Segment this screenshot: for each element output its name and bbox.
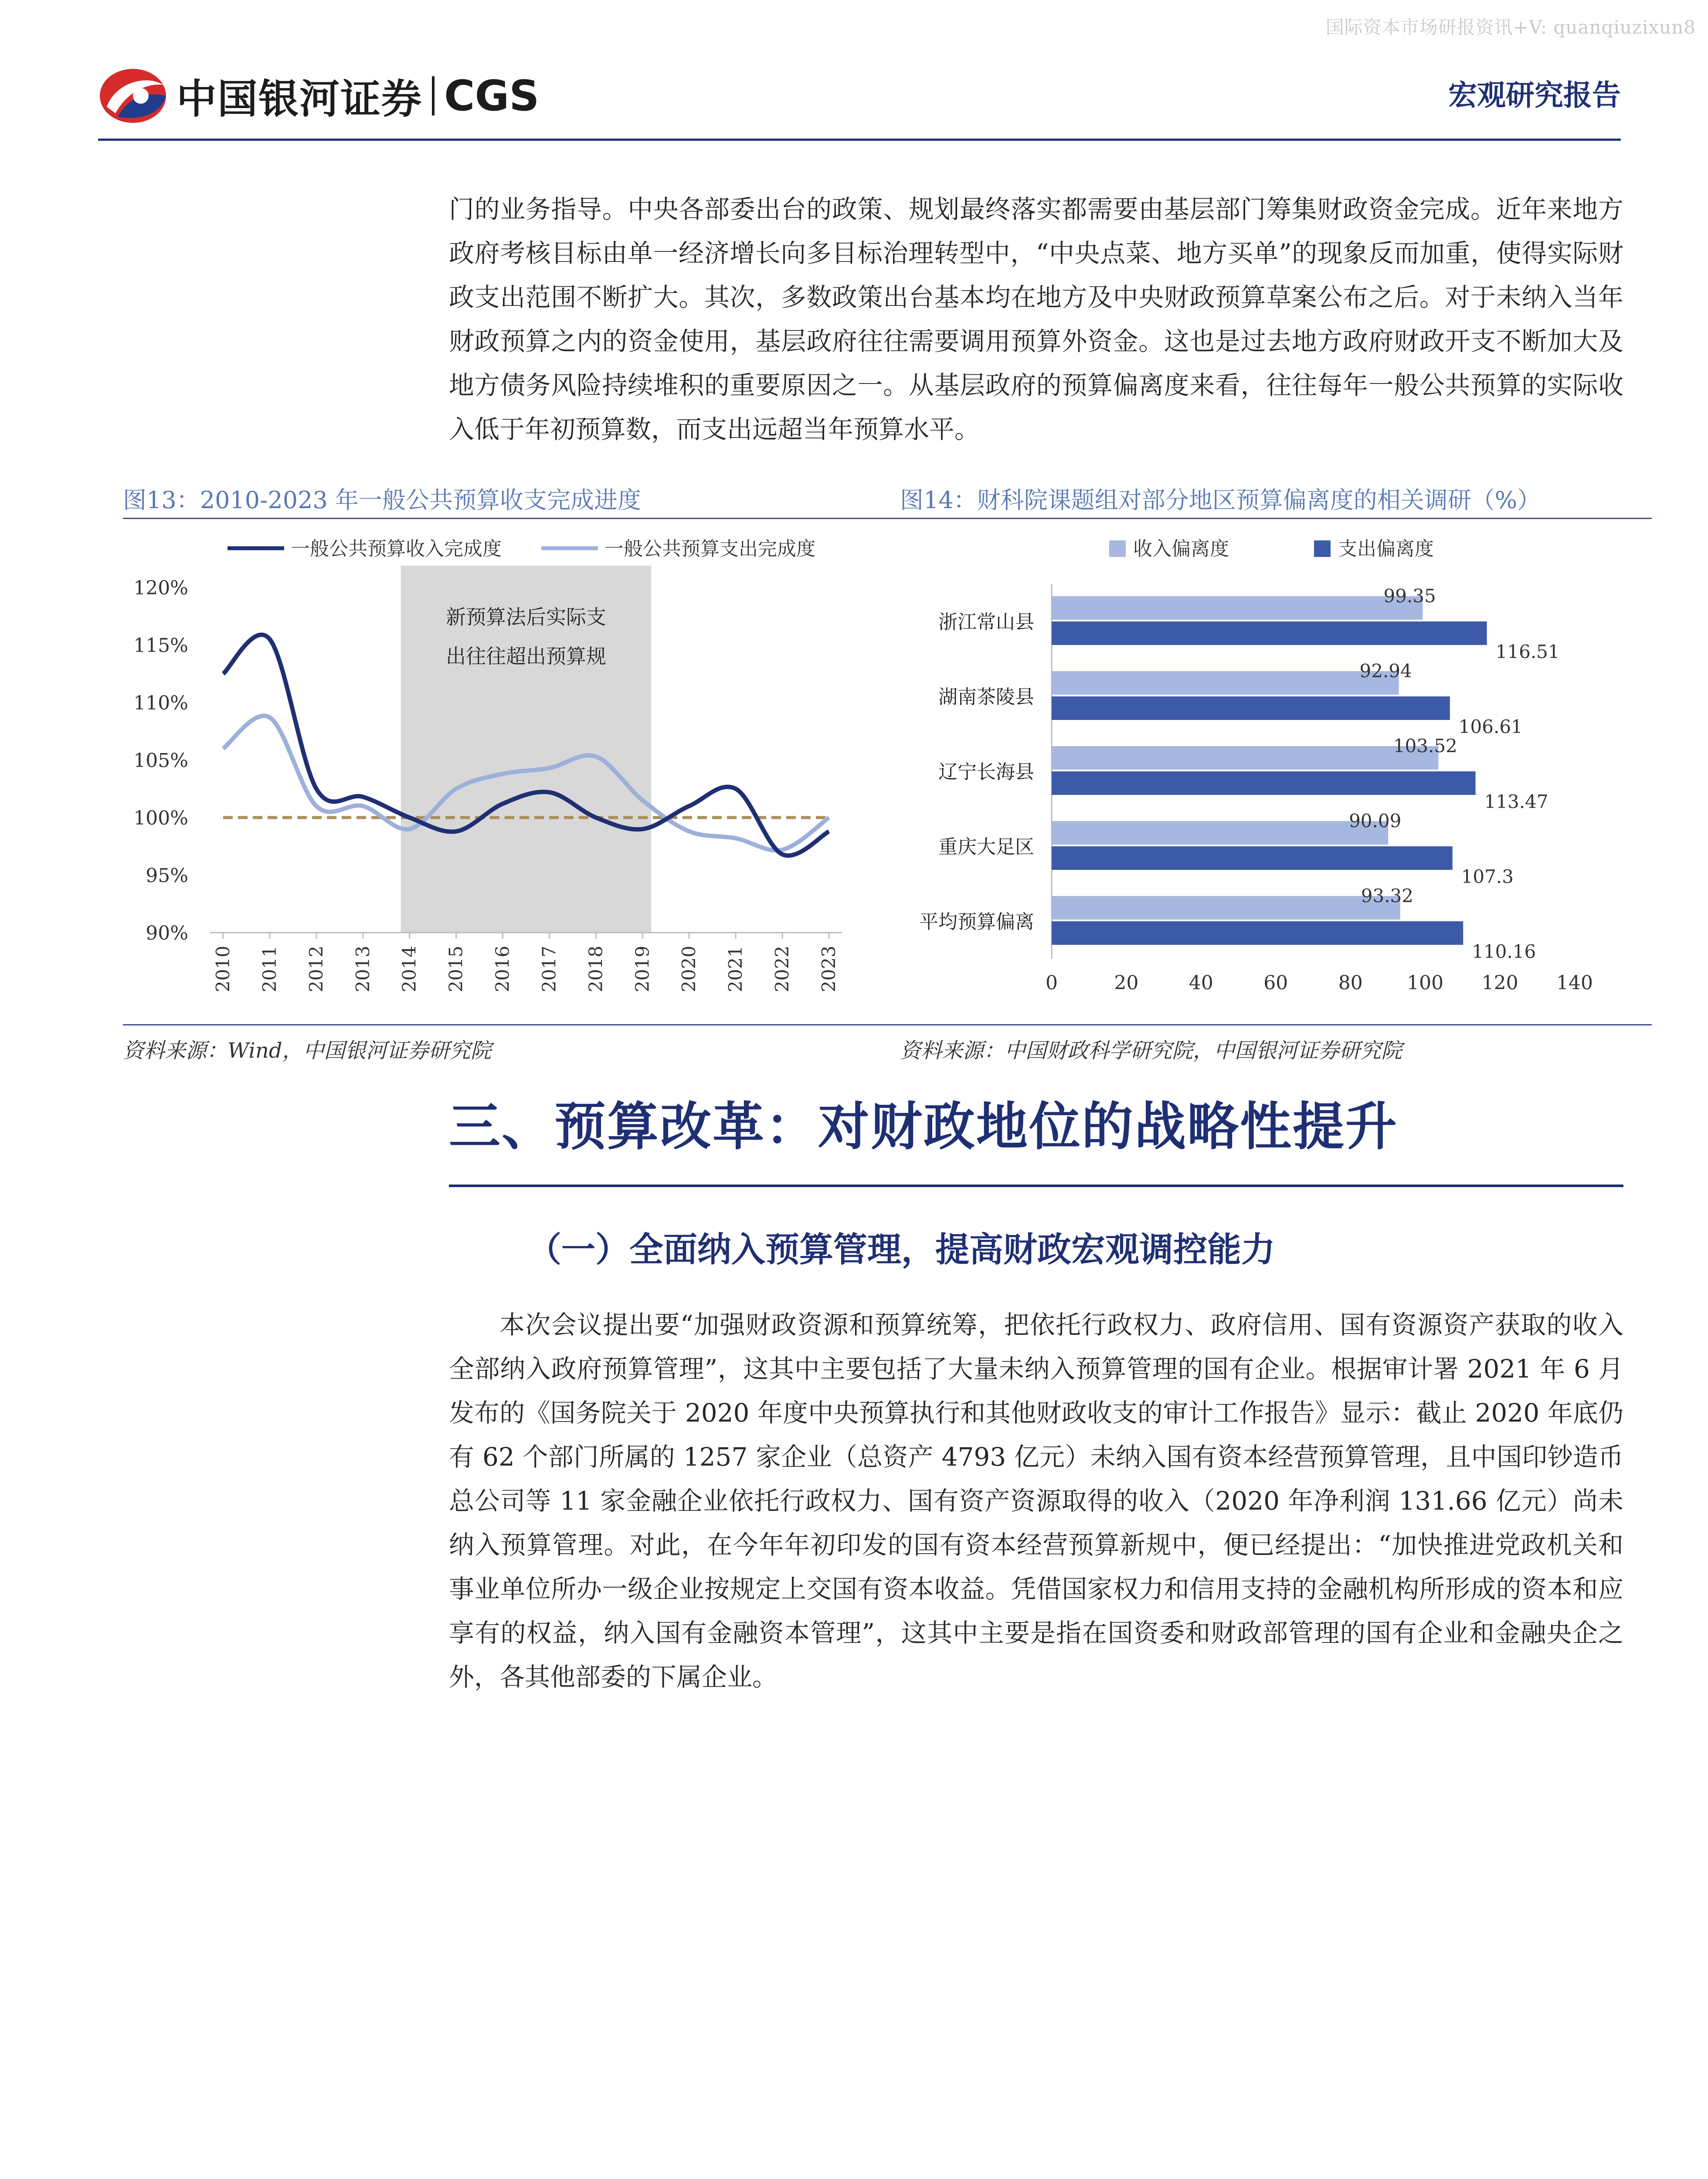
bar-value-label: 90.09	[1349, 810, 1402, 832]
legend-swatch-1	[1314, 540, 1331, 557]
y-tick-label: 95%	[146, 865, 188, 887]
logo-separator	[432, 76, 435, 115]
x-tick-label: 2015	[445, 946, 467, 992]
section-rule	[449, 1185, 1623, 1187]
bar-value-label: 103.52	[1393, 735, 1457, 757]
x-tick-label: 2010	[212, 946, 234, 992]
x-tick-label: 2023	[818, 946, 839, 992]
category-label: 湖南茶陵县	[938, 686, 1034, 708]
figure13-top-rule	[123, 518, 902, 519]
intro-paragraph-text: 门的业务指导。中央各部委出台的政策、规划最终落实都需要由基层部门筹集财政资金完成。近年来地方政府考核目标由单一经济增长向多目标治理转型中，“中央点菜、地方买单”的现象反而加重，使得实际财政支出范围不断扩大。其次，多数政策出台基本均在地方及中央财政预算草案公布之后。对于未纳入当年财政预算之内的资金使用，基层政府往往需要调用预算外资金。这也是过去地方政府财政开支不断加大及地方债务风险持续堆积的重要原因之一。从基层政府的预算偏离度来看，往往每年一般公共预算的实际收入低于年初预算数，而支出远超当年预算水平。	[449, 194, 1623, 444]
x-tick-label: 0	[1046, 972, 1058, 994]
x-tick-label: 2012	[305, 946, 327, 992]
legend-label-0: 一般公共预算收入完成度	[291, 538, 502, 560]
bar-value-label: 93.32	[1361, 885, 1414, 906]
figure14-chart	[900, 523, 1652, 1011]
category-label: 浙江常山县	[938, 611, 1034, 633]
bar-value-label: 113.47	[1484, 791, 1548, 812]
x-tick-label: 2020	[678, 946, 700, 992]
annotation-line-1: 新预算法后实际支	[446, 605, 606, 629]
figure13-title: 图13：2010-2023 年一般公共预算收支完成进度	[123, 486, 641, 514]
figure13-bottom-rule	[123, 1024, 902, 1025]
intro-paragraph	[449, 187, 1623, 451]
subsection-title: （一）全面纳入预算管理，提高财政宏观调控能力	[527, 1230, 1276, 1269]
bar-value-label: 116.51	[1495, 641, 1560, 662]
figure13-chart	[123, 523, 902, 1011]
figure14-title: 图14：财科院课题组对部分地区预算偏离度的相关调研（%）	[900, 486, 1541, 514]
x-tick-label: 2022	[771, 946, 793, 992]
bar-0	[1052, 896, 1400, 920]
watermark: 国际资本市场研报资讯+V: quanqiuzixun8	[1325, 17, 1696, 38]
company-logo	[98, 63, 539, 129]
y-tick-label: 100%	[133, 807, 188, 829]
bar-value-label: 99.35	[1383, 585, 1436, 607]
y-tick-label: 110%	[133, 692, 188, 714]
figure14-source: 资料来源：中国财政科学研究院，中国银河证券研究院	[900, 1039, 1402, 1063]
figure13-legend	[228, 538, 815, 560]
category-label: 辽宁长海县	[938, 761, 1034, 783]
bar-1	[1052, 621, 1487, 645]
bar-value-label: 107.3	[1461, 866, 1514, 887]
figure14-bottom-rule	[900, 1024, 1652, 1025]
y-tick-label: 120%	[133, 577, 188, 599]
y-tick-label: 105%	[133, 750, 188, 772]
annotation-line-2: 出往往超出预算规	[446, 645, 606, 668]
category-label: 平均预算偏离	[919, 911, 1034, 933]
bar-0	[1052, 821, 1388, 845]
x-tick-label: 2014	[398, 946, 420, 992]
x-tick-label: 80	[1338, 972, 1363, 994]
figure13-source: 资料来源：Wind，中国银河证券研究院	[123, 1039, 492, 1063]
legend-label-1: 一般公共预算支出完成度	[604, 538, 815, 560]
x-tick-label: 140	[1556, 972, 1593, 994]
x-tick-label: 2016	[492, 946, 513, 992]
figure14-top-rule	[900, 518, 1652, 519]
section-title: 三、预算改革：对财政地位的战略性提升	[449, 1096, 1399, 1157]
x-tick-label: 20	[1114, 972, 1139, 994]
x-tick-label: 2021	[725, 946, 747, 992]
x-tick-label: 100	[1407, 972, 1444, 994]
category-label: 重庆大足区	[938, 836, 1034, 858]
x-tick-label: 2011	[258, 946, 280, 992]
x-tick-label: 2019	[632, 946, 653, 992]
bar-1	[1052, 771, 1476, 795]
bar-value-label: 110.16	[1472, 941, 1536, 962]
report-type: 宏观研究报告	[1448, 78, 1621, 112]
bar-0	[1052, 746, 1438, 770]
y-tick-label: 90%	[146, 922, 188, 944]
logo-english-name: CGS	[444, 71, 540, 120]
header-rule	[98, 139, 1621, 141]
figure14-bars	[919, 585, 1560, 962]
bar-1	[1052, 921, 1463, 945]
x-tick-label: 40	[1188, 972, 1213, 994]
x-tick-label: 2017	[538, 946, 560, 992]
bar-1	[1052, 846, 1453, 870]
x-tick-label: 2018	[585, 946, 607, 992]
bar-0	[1052, 671, 1399, 695]
figure14-legend	[1109, 538, 1434, 560]
logo-chinese-name: 中国银河证券	[177, 76, 423, 122]
y-tick-label: 115%	[133, 635, 188, 657]
bar-value-label: 106.61	[1458, 716, 1523, 737]
bar-1	[1052, 696, 1450, 720]
legend-label-1: 支出偏离度	[1338, 538, 1434, 560]
legend-swatch-0	[1109, 540, 1126, 557]
x-tick-label: 60	[1263, 972, 1288, 994]
section-body-text: 本次会议提出要“加强财政资源和预算统筹，把依托行政权力、政府信用、国有资源资产获取的收入全部纳入政府预算管理”，这其中主要包括了大量未纳入预算管理的国有企业。根据审计署 2021 年 6 月发布的《国务院关于 2020 年度中央预算执行和其他财政收支的审计工作报告》显示：截止 2020 年底仍有 62 个部门所属的 1257 家企业（总资产 4793 亿元）未纳入国有资本经营预算管理，且中国印钞造币总公司等 11 家金融企业依托行政权力、国有资产资源取得的收入（2020 年净利润 131.66 亿元）尚未纳入预算管理。对此，在今年年初印发的国有资本经营预算新规中，便已经提出：“加快推进党政机关和事业单位所办一级企业按规定上交国有资本收益。凭借国家权力和信用支持的金融机构所形成的资本和应享有的权益，纳入国有金融资本管理”，这其中主要是指在国资委和财政部管理的国有企业和金融央企之外，各其他部委的下属企业。	[449, 1310, 1623, 1692]
x-tick-label: 120	[1481, 972, 1518, 994]
bar-value-label: 92.94	[1359, 660, 1412, 682]
logo-mark-icon	[98, 65, 168, 126]
legend-label-0: 收入偏离度	[1133, 538, 1229, 560]
bar-0	[1052, 596, 1423, 620]
x-tick-label: 2013	[352, 946, 374, 992]
section-body	[449, 1303, 1623, 1699]
